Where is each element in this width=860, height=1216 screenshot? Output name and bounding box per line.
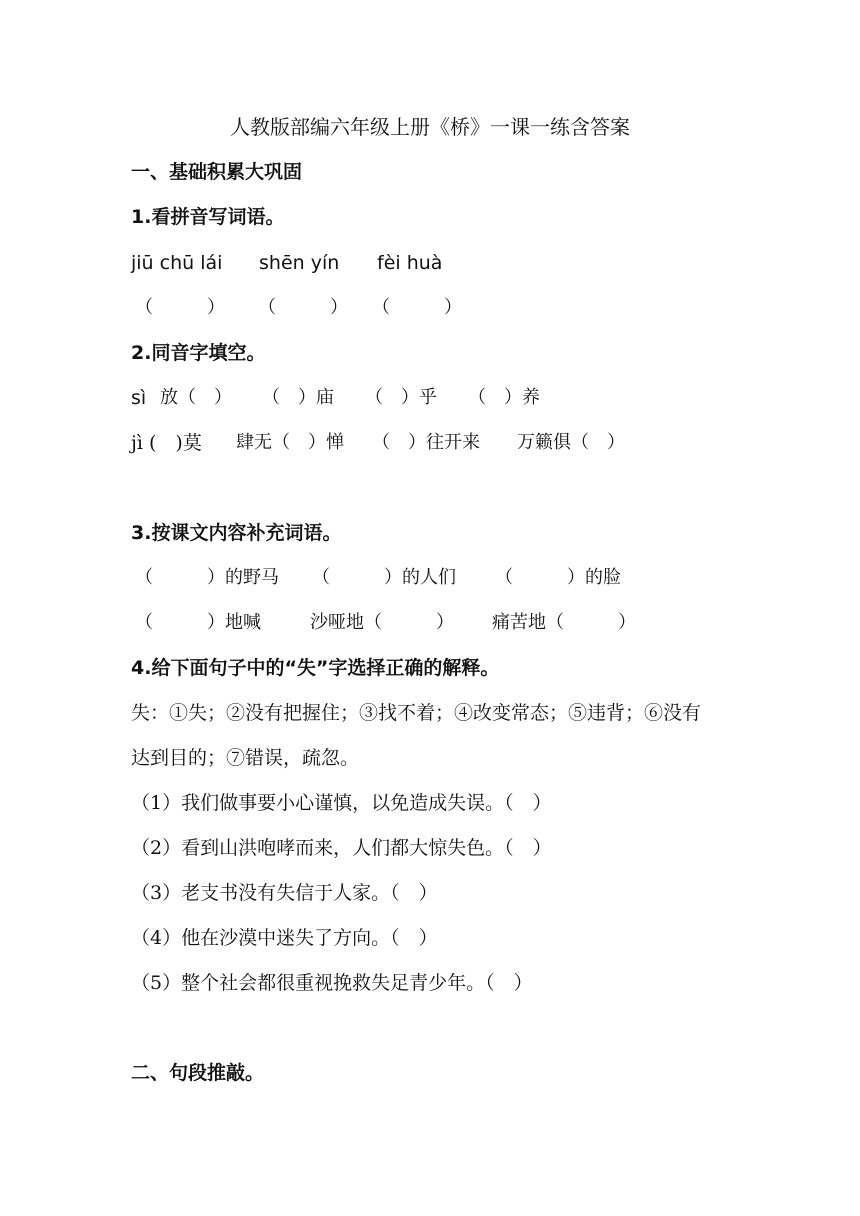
- pinyin-1: jiū chū lái: [131, 252, 223, 274]
- answer-blank-3[interactable]: （ ）: [372, 297, 462, 318]
- fill-blank-item[interactable]: （ ）的脸: [495, 567, 621, 588]
- question-4-heading: 4.给下面句子中的“失”字选择正确的解释。: [131, 657, 500, 679]
- question-item[interactable]: （2）看到山洪咆哮而来，人们都大惊失色。（ ）: [131, 837, 552, 859]
- question-item[interactable]: （1）我们做事要小心谨慎，以免造成失误。（ ）: [131, 792, 552, 814]
- answer-blank-1[interactable]: （ ）: [135, 297, 225, 318]
- section-2-heading: 二、句段推敲。: [131, 1062, 265, 1084]
- fill-blank-item[interactable]: （ ）乎: [365, 387, 437, 408]
- question-item[interactable]: （5）整个社会都很重视挽救失足青少年。（ ）: [131, 972, 533, 994]
- fill-blank-item[interactable]: 痛苦地（ ）: [492, 612, 636, 633]
- question-item[interactable]: （3）老支书没有失信于人家。（ ）: [131, 882, 438, 904]
- fill-blank-item[interactable]: （ ）养: [468, 387, 540, 408]
- pinyin-ji-label: jì ( )莫: [131, 432, 202, 454]
- section-1-heading: 一、基础积累大巩固: [131, 161, 303, 183]
- fill-blank-item[interactable]: （ ）庙: [262, 387, 334, 408]
- fill-blank-item[interactable]: （ ）往开来: [372, 432, 480, 453]
- fill-blank-item[interactable]: （ ）的野马: [135, 567, 279, 588]
- answer-blank-2[interactable]: （ ）: [258, 297, 348, 318]
- pinyin-2: shēn yín: [259, 252, 340, 274]
- definition-line: 失：①失；②没有把握住；③找不着；④改变常态；⑤违背；⑥没有: [131, 702, 702, 724]
- definition-line: 达到目的；⑦错误，疏忽。: [131, 747, 360, 769]
- fill-blank-item[interactable]: 万籁俱（ ）: [517, 432, 625, 453]
- question-1-heading: 1.看拼音写词语。: [131, 206, 285, 228]
- page-title: 人教版部编六年级上册《桥》一课一练含答案: [230, 115, 630, 139]
- question-item[interactable]: （4）他在沙漠中迷失了方向。（ ）: [131, 927, 438, 949]
- fill-blank-item[interactable]: 放（ ）: [160, 387, 232, 408]
- pinyin-si-label: sì: [131, 387, 147, 409]
- pinyin-3: fèi huà: [377, 252, 443, 274]
- fill-blank-item[interactable]: 肆无（ ）惮: [236, 432, 344, 453]
- fill-blank-item[interactable]: 沙哑地（ ）: [310, 612, 454, 633]
- question-3-heading: 3.按课文内容补充词语。: [131, 522, 342, 544]
- question-2-heading: 2.同音字填空。: [131, 342, 266, 364]
- fill-blank-item[interactable]: （ ）的人们: [312, 567, 456, 588]
- fill-blank-item[interactable]: （ ）地喊: [135, 612, 261, 633]
